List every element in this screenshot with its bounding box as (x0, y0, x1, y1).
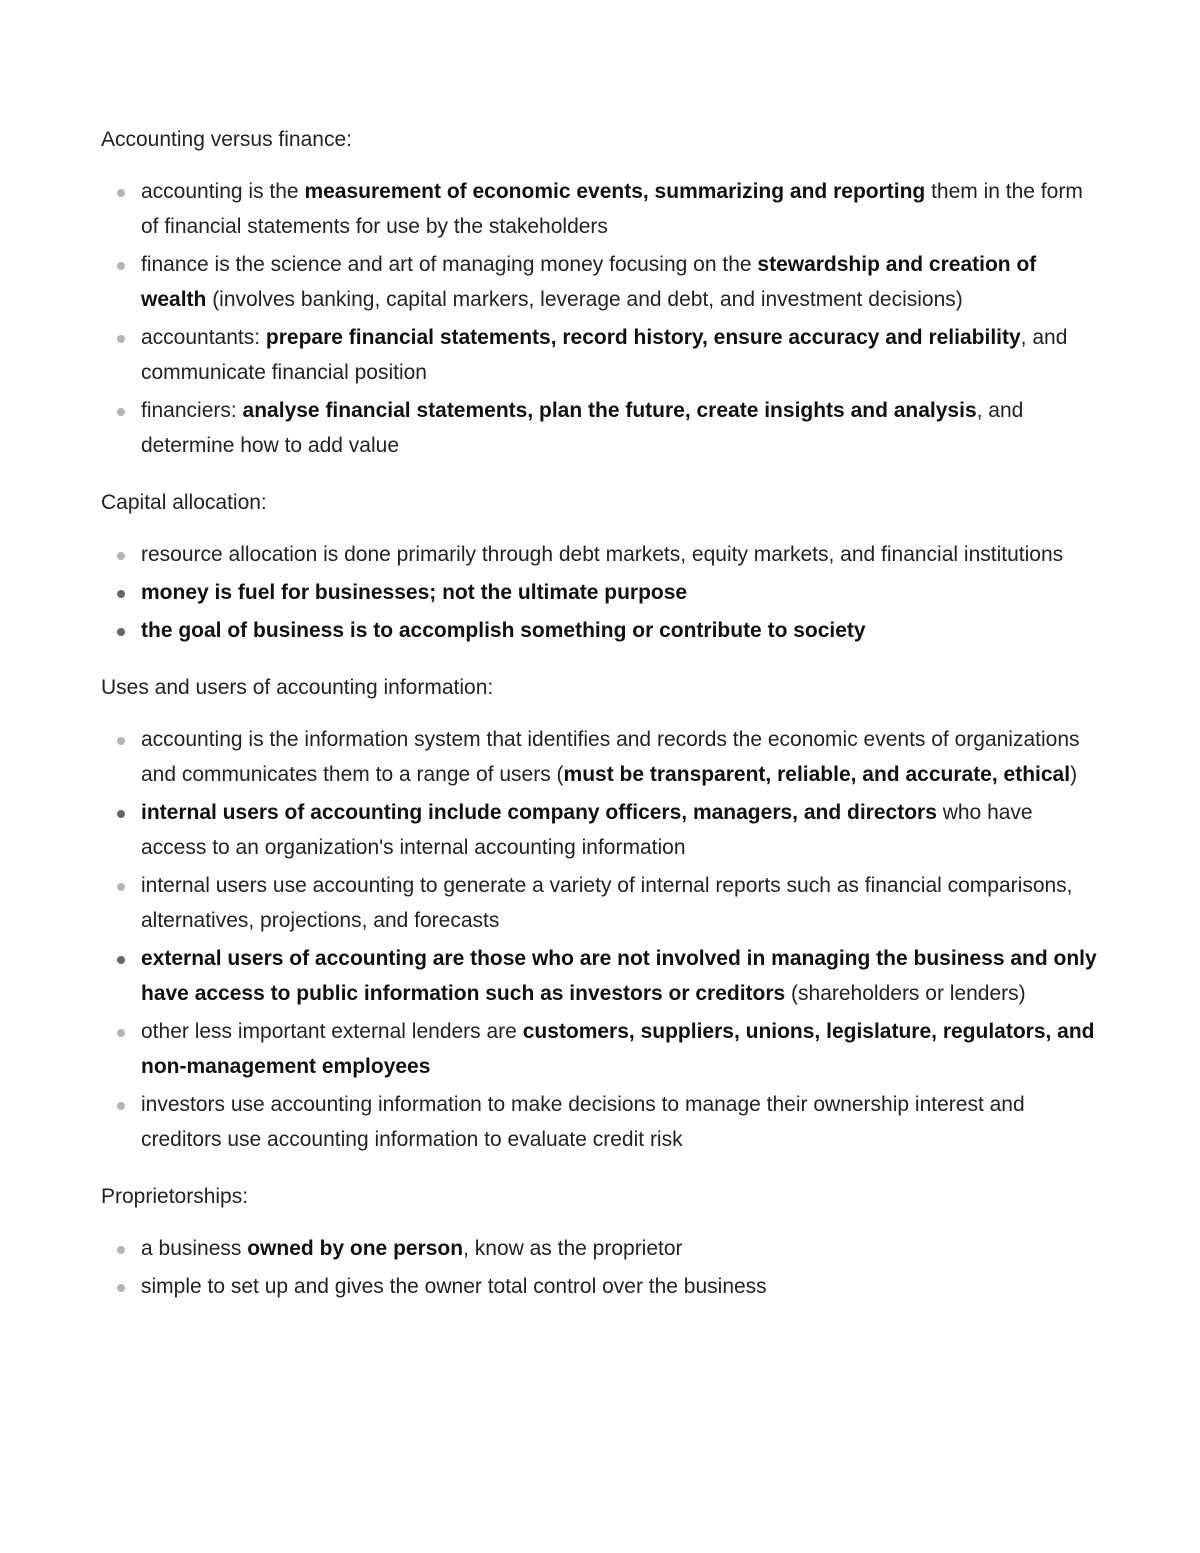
list-item: investors use accounting information to make decisions to manage their ownership interest and creditors use accounting information to evaluate credit risk (101, 1087, 1101, 1157)
section-heading-capital-allocation: Capital allocation: (101, 491, 267, 514)
bullet-list-uses-and-users (101, 722, 1101, 1157)
list-item: simple to set up and gives the owner total control over the business (101, 1269, 1101, 1304)
bullet-list-accounting-vs-finance (101, 174, 1101, 463)
list-item: resource allocation is done primarily through debt markets, equity markets, and financial institutions (101, 537, 1101, 572)
list-item: external users of accounting are those who are not involved in managing the business and only have access to public information such as investors or creditors (shareholders or lenders) (101, 941, 1101, 1011)
section-heading-proprietorships: Proprietorships: (101, 1185, 249, 1208)
list-item: money is fuel for businesses; not the ultimate purpose (101, 575, 1101, 610)
list-item: accounting is the measurement of economic events, summarizing and reporting them in the form of financial statements for use by the stakeholders (101, 174, 1101, 244)
list-item: finance is the science and art of managing money focusing on the stewardship and creation of wealth (involves banking, capital markers, leverage and debt, and investment decisions) (101, 247, 1101, 317)
list-item: the goal of business is to accomplish something or contribute to society (101, 613, 1101, 648)
list-item: a business owned by one person, know as the proprietor (101, 1231, 1101, 1266)
list-item: other less important external lenders are customers, suppliers, unions, legislature, regulators, and non-management employees (101, 1014, 1101, 1084)
list-item: internal users of accounting include company officers, managers, and directors who have access to an organization's internal accounting information (101, 795, 1101, 865)
list-item: internal users use accounting to generate a variety of internal reports such as financial comparisons, alternatives, projections, and forecasts (101, 868, 1101, 938)
section-heading-uses-and-users: Uses and users of accounting information: (101, 676, 494, 699)
list-item: accounting is the information system that identifies and records the economic events of organizations and communicates them to a range of users (must be transparent, reliable, and accurate, ethical) (101, 722, 1101, 792)
list-item: financiers: analyse financial statements, plan the future, create insights and analysis, and determine how to add value (101, 393, 1101, 463)
bullet-list-capital-allocation (101, 537, 1101, 648)
section-heading-accounting-vs-finance: Accounting versus finance: (101, 128, 352, 151)
bullet-list-proprietorships (101, 1231, 1101, 1304)
list-item: accountants: prepare financial statements, record history, ensure accuracy and reliability, and communicate financial position (101, 320, 1101, 390)
document-page (101, 124, 1101, 1328)
